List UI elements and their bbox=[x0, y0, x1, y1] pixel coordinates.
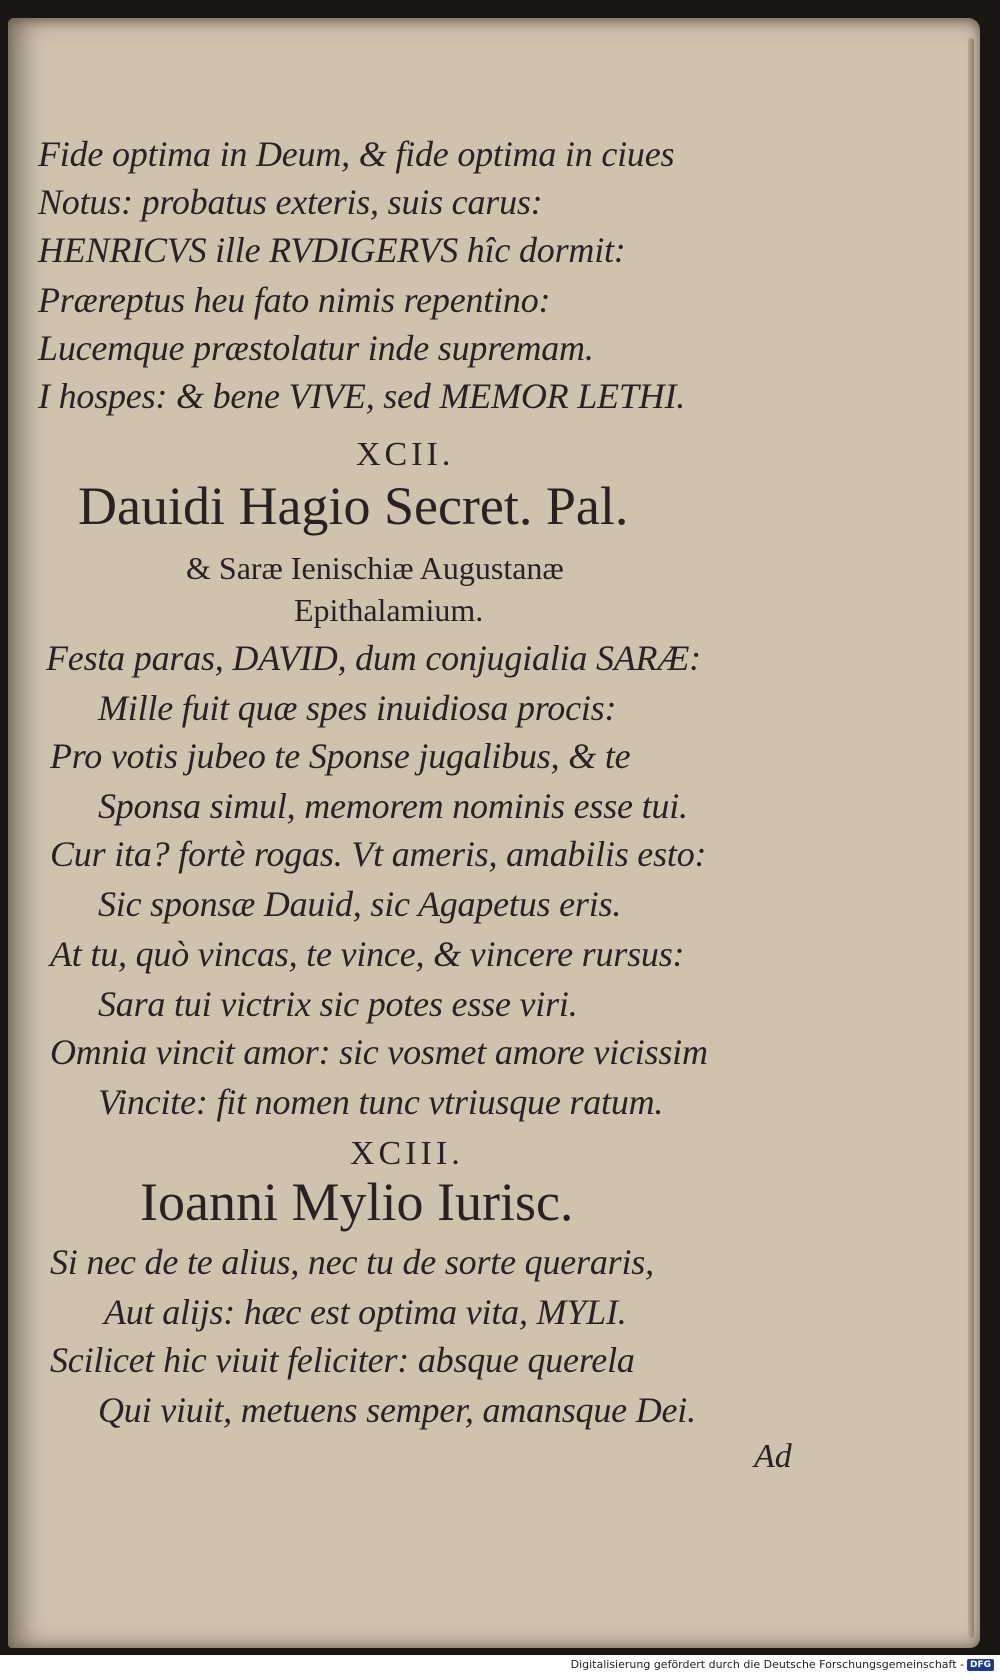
poem-line: Vincite: fit nomen tunc vtriusque ratum. bbox=[98, 1082, 664, 1122]
poem-line: Notus: probatus exteris, suis carus: bbox=[38, 182, 543, 222]
dfg-logo: DFG bbox=[967, 1659, 994, 1671]
poem-line: Si nec de te alius, nec tu de sorte queraris, bbox=[50, 1242, 654, 1282]
poem-line: Cur ita? fortè rogas. Vt ameris, amabilis esto: bbox=[50, 834, 707, 874]
poem-line: Scilicet hic viuit feliciter: absque querela bbox=[50, 1340, 635, 1380]
poem-line: Sponsa simul, memorem nominis esse tui. bbox=[98, 786, 688, 826]
poem-line: At tu, quò vincas, te vince, & vincere rursus: bbox=[50, 934, 685, 974]
poem-line: Omnia vincit amor: sic vosmet amore vicissim bbox=[50, 1032, 708, 1072]
poem-line: Sara tui victrix sic potes esse viri. bbox=[98, 984, 578, 1024]
section-number: XCIII. bbox=[350, 1135, 464, 1172]
section-heading: Ioanni Mylio Iurisc. bbox=[140, 1172, 574, 1232]
poem-line: Qui viuit, metuens semper, amansque Dei. bbox=[98, 1390, 696, 1430]
section-heading: Dauidi Hagio Secret. Pal. bbox=[78, 476, 629, 536]
section-subheading: & Saræ Ienischiæ Augustanæ bbox=[186, 550, 564, 586]
footer-credit bbox=[571, 1658, 994, 1671]
poem-line: Festa paras, DAVID, dum conjugialia SARÆ: bbox=[46, 638, 701, 678]
poem-line: Sic sponsæ Dauid, sic Agapetus eris. bbox=[98, 884, 622, 924]
poem-line: Fide optima in Deum, & fide optima in ciues bbox=[38, 134, 675, 174]
poem-line: Lucemque præstolatur inde supremam. bbox=[38, 328, 594, 368]
poem-line: Pro votis jubeo te Sponse jugalibus, & te bbox=[50, 736, 631, 776]
footer-text: Digitalisierung gefördert durch die Deutsche Forschungsgemeinschaft - bbox=[570, 1658, 964, 1671]
page-edge bbox=[968, 38, 974, 1638]
poem-line: I hospes: & bene VIVE, sed MEMOR LETHI. bbox=[38, 376, 686, 416]
poem-line: Præreptus heu fato nimis repentino: bbox=[38, 280, 551, 320]
section-number: XCII. bbox=[356, 436, 455, 473]
section-subheading: Epithalamium. bbox=[294, 592, 484, 628]
poem-line: HENRICVS ille RVDIGERVS hîc dormit: bbox=[38, 230, 626, 270]
poem-line: Mille fuit quæ spes inuidiosa procis: bbox=[98, 688, 617, 728]
poem-line: Aut alijs: hæc est optima vita, MYLI. bbox=[104, 1292, 627, 1332]
catchword: Ad bbox=[754, 1438, 792, 1475]
